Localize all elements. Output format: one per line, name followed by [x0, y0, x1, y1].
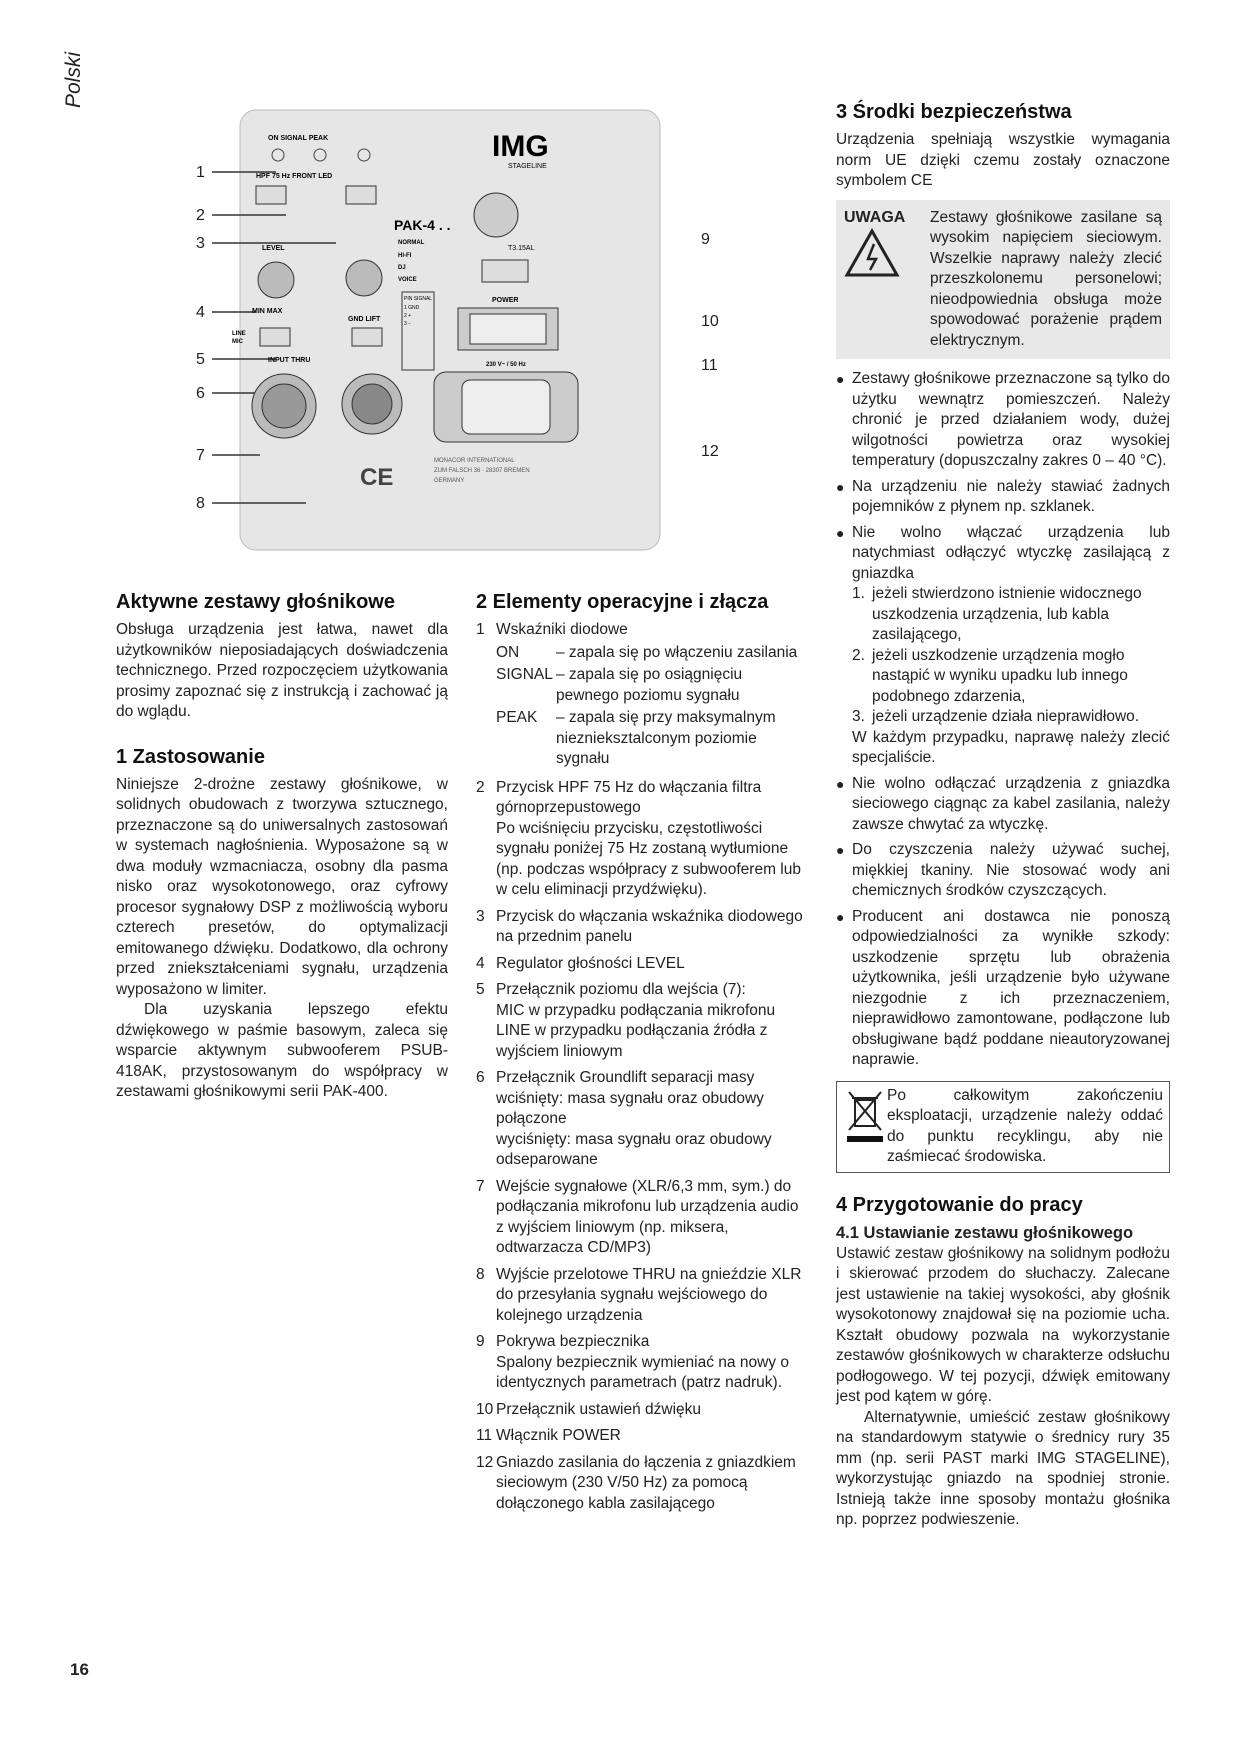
rear-panel-diagram — [196, 110, 719, 550]
mode-hifi: HI-FI — [398, 253, 412, 259]
ce-mark: CE — [360, 464, 394, 491]
level-label: LEVEL — [262, 245, 285, 252]
callout-4: 4 — [196, 304, 205, 321]
list-item: 12 Gniazdo zasilania do łączenia z gniazdkiem sieciowym (230 V/50 Hz) za pomocą dołączonego kabla zasilającego — [476, 1453, 796, 1512]
fuse-rating: T3.15AL — [508, 245, 535, 252]
pin-signal: PIN SIGNAL — [404, 296, 433, 302]
warning-text: Zestawy głośnikowe zasilane są wysokim napięciem sieciowym. Wszelkie naprawy należy zlecić przeszkolonemu personelowi; nieodpowiednia obsługa może spowodować porażenie prądem elektrycznym. — [930, 208, 1162, 349]
list-item: ● Nie wolno odłączać urządzenia z gniazdka sieciowego ciągnąc za kabel zasilania, należy zawsze chwytać za wtyczkę. — [836, 774, 1170, 833]
list-item: ● Producent ani dostawca nie ponoszą odpowiedzialności za wynikłe szkody: uszkodzenie sprzętu lub obrażenia użytkownika, jeśli urządzenie było używane niezgodnie z ich przeznaczeniem, nieprawidłowo zamontowane, podłączone lub obsługiwane bądź poddane nieautoryzowanej naprawie. — [836, 907, 1170, 1068]
list-item: 9 Pokrywa bezpiecznika Spalony bezpiecznik wymieniać na nowy o identycznych parametrach (patrz nadruk). — [476, 1333, 789, 1391]
address-3: GERMANY — [434, 478, 465, 484]
address-1: MONACOR INTERNATIONAL — [434, 458, 515, 464]
intro-title: Aktywne zestawy głośnikowe — [116, 591, 395, 613]
list-item: 4 Regulator głośności LEVEL — [476, 954, 685, 972]
section-3-title: 3 Środki bezpieczeństwa — [836, 101, 1072, 123]
address-2: ZUM FALSCH 36 · 28307 BREMEN — [434, 468, 530, 474]
power-label: POWER — [492, 297, 519, 304]
intro-text: Obsługa urządzenia jest łatwa, nawet dla użytkowników nieposiadających doświadczenia technicznego. Przed rozpoczęciem użytkowania prosimy zapoznać się z instrukcją i zachować ją do wglądu. — [116, 621, 448, 720]
callout-12: 12 — [701, 443, 719, 460]
list-item: ● Nie wolno włączać urządzenia lub natychmiast odłączyć wtyczkę zasilającą z gniazdka 1. jeżeli stwierdzono istnienie widocznego uszkodzenia urządzenia, lub kabla zasilającego, 2. jeżeli uszkodzenie urządzenia mogło nastąpić w wyniku upadku lub innego podobnego zdarzenia, 3. jeżeli urządzenie działa nieprawidłowo. W każdym przypadku, naprawę należy zlecić specjaliście. — [836, 523, 1170, 766]
callout-10: 10 — [701, 313, 719, 330]
callout-3: 3 — [196, 235, 205, 252]
section-4-title: 4 Przygotowanie do pracy — [836, 1193, 1083, 1216]
section-1-paragraph-1: Niniejsze 2-drożne zestawy głośnikowe, w solidnych obudowach z tworzywa sztucznego, przeznaczone są do uniwersalnych zastosowań w systemach nagłośnienia. Wyposażone są w dwa moduły wzmacniacza, osobny dla pasma nisko oraz wysokotonowego, oraz cyfrowy procesor sygnałowy DSP z możliwością wyboru czterech presetów, do optymalizacji emitowanego dźwięku. Dodatkowo, dla ochrony przed zniekształceniami sygnału, urządzenia wyposażono w limiter. — [116, 775, 448, 998]
hpf-label: HPF 75 Hz FRONT LED — [256, 173, 333, 180]
list-item: 11 Włącznik POWER — [476, 1427, 621, 1444]
section-1-paragraph-2: Dla uzyskania lepszego efektu dźwiękowego w paśmie basowym, zaleca się wsparcie aktywnym subwooferem PSUB-418AK, przystosowanym do współpracy w zestawami głośnikowymi serii PAK-400. — [116, 1001, 448, 1100]
callout-7: 7 — [196, 447, 205, 464]
section-4-1-paragraph-2: Alternatywnie, umieścić zestaw głośnikowy na standardowym statywie o średnicy rury 35 mm (np. serii PAST marki IMG STAGELINE), wykorzystując gniazdo na spodniej stronie. Istnieją także inne sposoby montażu głośnika np. poprzez podwieszenie. — [836, 1408, 1170, 1528]
callout-1: 1 — [196, 164, 205, 181]
pin-row-1: 1 GND — [404, 305, 420, 311]
warning-box — [836, 200, 1170, 360]
section-4-1-title: 4.1 Ustawianie zestawu głośnikowego — [836, 1223, 1134, 1242]
led-labels: ON SIGNAL PEAK — [268, 135, 329, 142]
model-name: PAK-4 . . — [394, 217, 451, 233]
callout-11: 11 — [701, 357, 718, 374]
brand-logo: IMG — [492, 130, 549, 163]
crossed-bin-icon — [843, 1086, 887, 1146]
brand-sub: STAGELINE — [508, 163, 547, 170]
list-item: 10 Przełącznik ustawień dźwięku — [476, 1400, 702, 1418]
list-item: 7 Wejście sygnałowe (XLR/6,3 mm, sym.) do podłączania mikrofonu lub urządzenia audio z wyjściem liniowym (np. miksera, odtwarzacza CD/MP3) — [476, 1177, 799, 1256]
weee-notice — [836, 1081, 1170, 1173]
column-2 — [476, 590, 808, 1520]
warning-title: UWAGA — [844, 208, 906, 226]
section-4-1-paragraph-1: Ustawić zestaw głośnikowy na solidnym podłożu i skierować przodem do słuchaczy. Zalecane jest ustawienie na takiej wysokości, aby głośnik wysokotonowy znajdował się na poziomie ucha. Kształt obudowy pozwala na wykorzystanie zestawów głośnikowych w charakterze odsłuchu podłogowego. W tej pozycji, dźwięk emitowany jest pod kątem w górę. — [836, 1244, 1170, 1405]
mic-label: MIC — [232, 339, 243, 345]
callout-8: 8 — [196, 495, 205, 512]
mode-dj: DJ — [398, 265, 406, 271]
input-thru-label: INPUT THRU — [268, 357, 311, 364]
section-2-title: 2 Elementy operacyjne i złącza — [476, 591, 769, 613]
side-language-label: Polski — [62, 51, 85, 108]
list-item: ● Do czyszczenia należy używać suchej, miękkiej tkaniny. Nie stosować wody ani chemicznych środków czyszczących. — [836, 841, 1170, 899]
list-item: ● Zestawy głośnikowe przeznaczone są tylko do użytku wewnątrz pomieszczeń. Należy chronić je przed działaniem wody, dużej wilgotności powietrza oraz wysokiej temperatury (dopuszczalny zakres 0 – 40 °C). — [836, 370, 1170, 469]
min-max-label: MIN MAX — [252, 308, 283, 315]
gnd-lift-label: GND LIFT — [348, 316, 381, 323]
voltage-label: 230 V~ / 50 Hz — [486, 362, 526, 368]
list-item: 8 Wyjście przelotowe THRU na gnieździe XLR do przesyłania sygnału wejściowego do kolejnego urządzenia — [476, 1265, 802, 1324]
callout-6: 6 — [196, 385, 205, 402]
line-label: LINE — [232, 331, 246, 337]
list-item: 2 Przycisk HPF 75 Hz do włączania filtra górnoprzepustowego Po wciśnięciu przycisku, częstotliwości sygnału poniżej 75 Hz zostaną wytłumione (np. podczas współpracy z subwooferem lub w celu eliminacji przydźwięku). — [476, 778, 801, 898]
callout-2: 2 — [196, 207, 205, 224]
list-item: 3 Przycisk do włączania wskaźnika diodowego na przednim panelu — [476, 907, 803, 945]
callout-5: 5 — [196, 351, 205, 368]
list-item: 1 Wskaźniki diodowe ON – zapala się po włączeniu zasilania SIGNAL – zapala się po osiągnięciu pewnego poziomu sygnału PEAK – zapala się przy maksymalnym nieznieksztalconym poziomie sygnału — [476, 621, 798, 767]
column-3 — [836, 100, 1170, 1531]
page-number: 16 — [70, 1660, 89, 1679]
pin-row-2: 2 + — [404, 313, 412, 319]
list-item: 6 Przełącznik Groundlift separacji masy wciśnięty: masa sygnału oraz obudowy połączone wyciśnięty: masa sygnału oraz obudowy odseparowane — [476, 1069, 772, 1168]
weee-text: Po całkowitym zakończeniu eksploatacji, urządzenie należy oddać do punktu recyklingu, aby nie zaśmiecać środowiska. — [887, 1086, 1163, 1165]
high-voltage-warning-icon — [844, 228, 900, 278]
list-item: 5 Przełącznik poziomu dla wejścia (7): MIC w przypadku podłączania mikrofonu LINE w przypadku podłączania źródła z wyjściem liniowym — [476, 981, 776, 1060]
section-1-title: 1 Zastosowanie — [116, 745, 265, 768]
callout-9: 9 — [701, 231, 710, 248]
list-item: ● Na urządzeniu nie należy stawiać żadnych pojemników z płynem np. szklanek. — [836, 477, 1170, 515]
mode-normal: NORMAL — [398, 240, 425, 246]
column-1 — [116, 590, 448, 1103]
pin-row-3: 3 − — [404, 321, 412, 327]
mode-voice: VOICE — [398, 277, 417, 283]
section-3-intro: Urządzenia spełniają wszystkie wymagania norm UE dzięki czemu zostały oznaczone symbolem CE — [836, 131, 1170, 189]
